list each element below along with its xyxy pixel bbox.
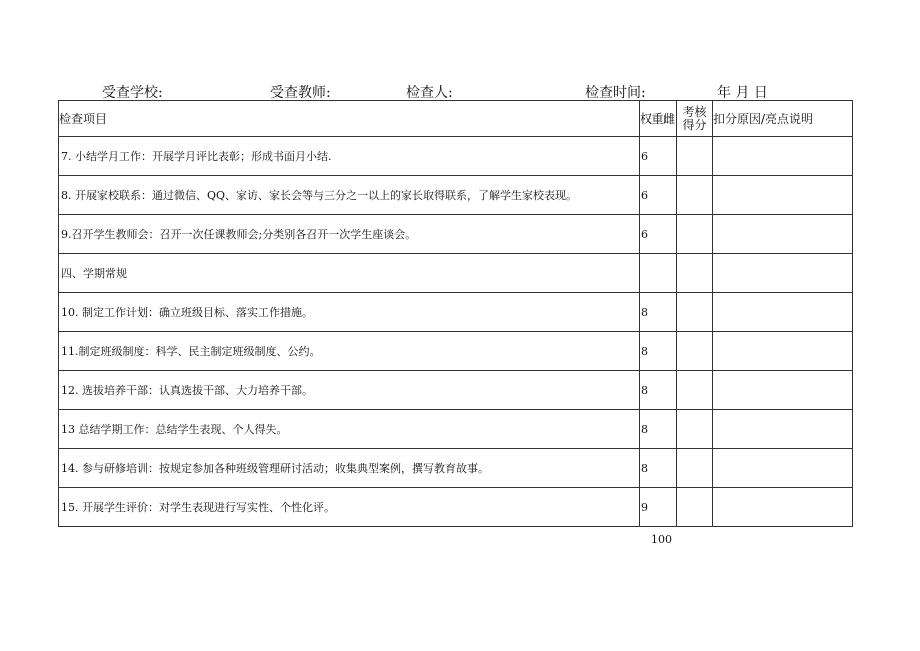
row-score-field[interactable]: [677, 254, 713, 293]
row-score-field[interactable]: [677, 293, 713, 332]
row-item-text: 11.制定班级制度：科学、民主制定班级制度、公约。: [59, 332, 640, 371]
table-row: [59, 254, 853, 293]
table-row: [59, 488, 853, 527]
column-header-score: 考核得分: [677, 101, 713, 137]
row-weight-value: 6: [640, 215, 677, 254]
table-row: [59, 410, 853, 449]
row-weight-value: 8: [640, 293, 677, 332]
table-row: [59, 449, 853, 488]
row-score-field[interactable]: [677, 410, 713, 449]
row-score-field[interactable]: [677, 215, 713, 254]
table-row: [59, 137, 853, 176]
school-label: 受查学校:: [102, 85, 163, 101]
row-item-text: 14. 参与研修培训：按规定参加各种班级管理研讨活动；收集典型案例，撰写教育故事。: [59, 449, 640, 488]
row-item-text: 9.召开学生教师会：召开一次任课教师会;分类别各召开一次学生座谈会。: [59, 215, 640, 254]
inspection-time-label: 检查时间:: [585, 85, 646, 101]
row-reason-field[interactable]: [713, 371, 853, 410]
table-header-row: [59, 101, 853, 137]
row-reason-field[interactable]: [713, 332, 853, 371]
date-label: 年 月 日: [717, 85, 768, 101]
table-row: [59, 215, 853, 254]
inspection-table: [58, 100, 853, 527]
row-item-text: 15. 开展学生评价：对学生表现进行写实性、个性化评。: [59, 488, 640, 527]
row-item-text: 12. 选拔培养干部：认真选拔干部、大力培养干部。: [59, 371, 640, 410]
row-score-field[interactable]: [677, 176, 713, 215]
row-reason-field[interactable]: [713, 176, 853, 215]
row-reason-field[interactable]: [713, 293, 853, 332]
table-row: [59, 371, 853, 410]
row-score-field[interactable]: [677, 332, 713, 371]
row-reason-field[interactable]: [713, 254, 853, 293]
column-header-weight: 权重雌: [640, 101, 677, 137]
column-header-reason: 扣分原因/亮点说明: [713, 101, 853, 137]
table-row: [59, 332, 853, 371]
row-weight-value: 6: [640, 176, 677, 215]
row-reason-field[interactable]: [713, 215, 853, 254]
row-item-text: 8. 开展家校联系：通过微信、QQ、家访、家长会等与三分之一以上的家长取得联系，了解学生家校表现。: [59, 176, 640, 215]
row-weight-value: 6: [640, 137, 677, 176]
row-item-text: 四、学期常规: [59, 254, 640, 293]
row-reason-field[interactable]: [713, 137, 853, 176]
column-header-item: 检查项目: [59, 101, 640, 137]
row-weight-value: [640, 254, 677, 293]
row-item-text: 13 总结学期工作：总结学生表现、个人得失。: [59, 410, 640, 449]
row-reason-field[interactable]: [713, 449, 853, 488]
row-weight-value: 8: [640, 332, 677, 371]
inspector-label: 检查人:: [406, 85, 453, 101]
row-score-field[interactable]: [677, 137, 713, 176]
row-weight-value: 8: [640, 371, 677, 410]
row-item-text: 7. 小结学月工作：开展学月评比表彰；形成书面月小结.: [59, 137, 640, 176]
table-row: [59, 176, 853, 215]
row-weight-value: 9: [640, 488, 677, 527]
row-reason-field[interactable]: [713, 410, 853, 449]
row-weight-value: 8: [640, 449, 677, 488]
row-item-text: 10. 制定工作计划：确立班级目标、落实工作措施。: [59, 293, 640, 332]
row-score-field[interactable]: [677, 371, 713, 410]
row-weight-value: 8: [640, 410, 677, 449]
table-row: [59, 293, 853, 332]
teacher-label: 受查教师:: [270, 85, 331, 101]
row-score-field[interactable]: [677, 449, 713, 488]
inspection-header: [0, 82, 920, 102]
weight-total: 100: [651, 533, 672, 546]
row-score-field[interactable]: [677, 488, 713, 527]
row-reason-field[interactable]: [713, 488, 853, 527]
